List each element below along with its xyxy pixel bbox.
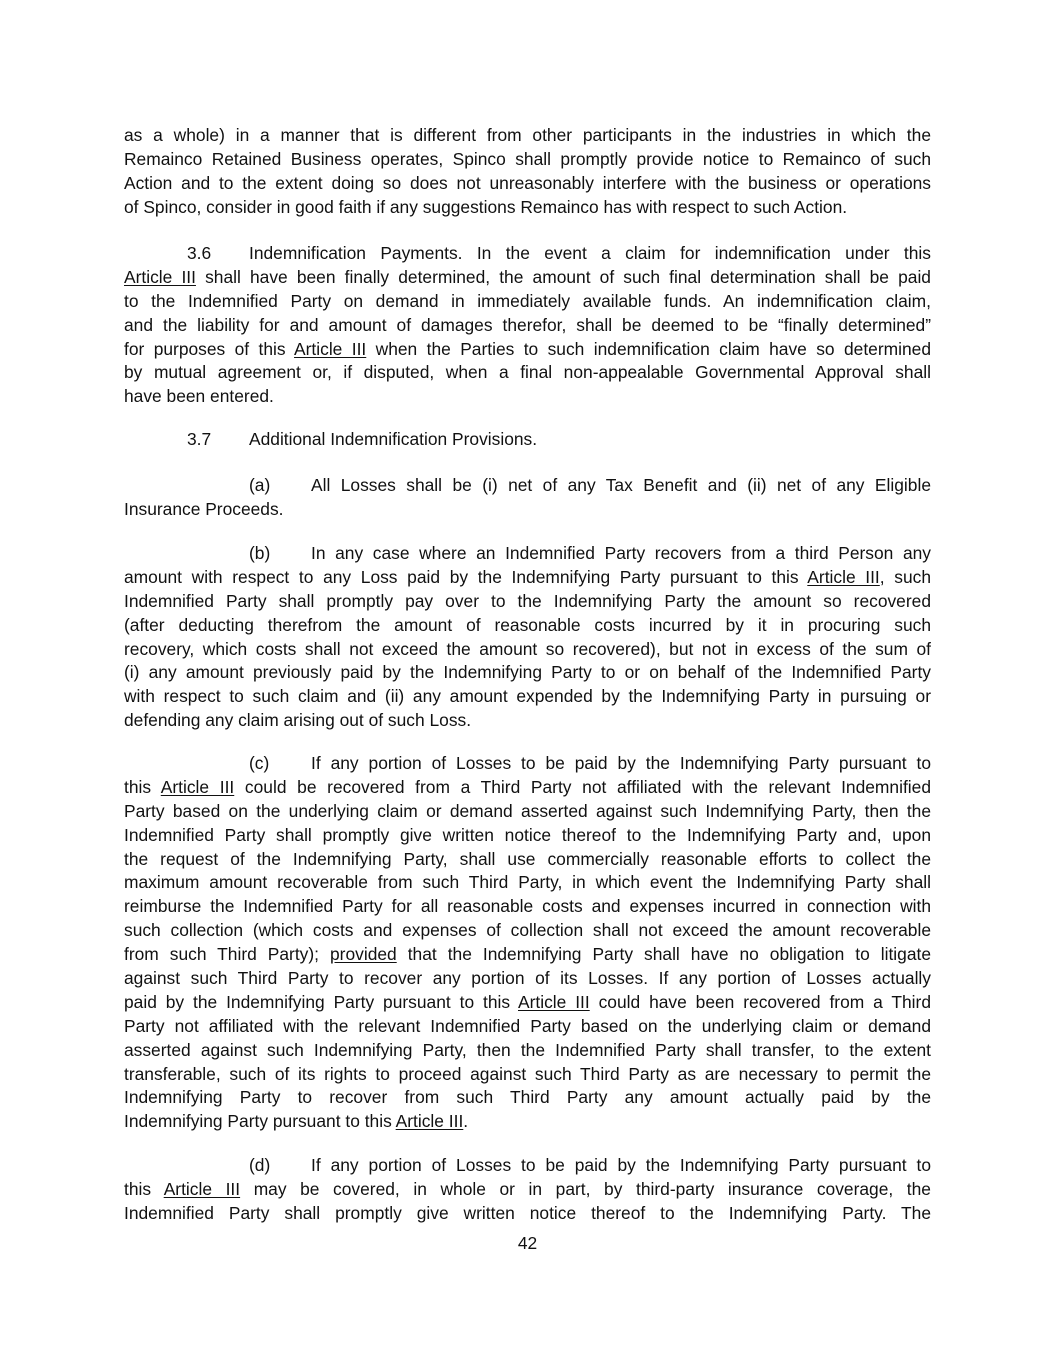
article-reference: Article III — [124, 266, 196, 287]
article-reference: Article III — [518, 991, 590, 1012]
text-line — [124, 1110, 931, 1134]
text-line — [124, 776, 931, 800]
article-reference: Article III — [294, 338, 367, 359]
text-fragment: this — [124, 776, 152, 797]
text-line — [124, 338, 931, 362]
section-3-6-number: 3.6 — [187, 243, 212, 263]
text-line: In any case where an Indemnified Party recovers from a third Person any — [311, 543, 931, 563]
text-line: Indemnified Party shall promptly give written notice thereof to the Indemnifying Party and, upon — [124, 824, 931, 845]
text-line: Insurance Proceeds. — [124, 498, 284, 519]
text-line: have been entered. — [124, 386, 274, 407]
paragraph-c — [124, 752, 931, 1134]
text-line: reimburse the Indemnified Party for all reasonable costs and expenses incurred in connection with — [124, 896, 931, 917]
text-fragment: In the event a claim for indemnification under this — [476, 243, 931, 263]
text-line: of Spinco, consider in good faith if any suggestions Remainco has with respect to such Action. — [124, 196, 848, 217]
text-line: against such Third Party to recover any portion of its Losses. If any portion of Losses actually — [124, 968, 931, 989]
text-line: (i) any amount previously paid by the Indemnifying Party to or on behalf of the Indemnified Party — [124, 662, 931, 683]
text-line: asserted against such Indemnifying Party, then the Indemnified Party shall transfer, to the extent — [124, 1039, 931, 1060]
text-fragment: may be covered, in whole or in part, by third-party insurance coverage, the — [253, 1178, 931, 1199]
text-fragment: could be recovered from a Third Party not affiliated with the relevant Indemnified — [244, 776, 931, 797]
text-line: Indemnifying Party to recover from such Third Party any amount actually paid by the — [124, 1087, 931, 1108]
paragraph-a — [124, 474, 931, 522]
text-fragment: Indemnifying Party pursuant to this — [124, 1111, 392, 1132]
text-fragment: that the Indemnifying Party shall have no obligation to litigate — [407, 944, 932, 965]
text-fragment: amount with respect to any Loss paid by the Indemnifying Party pursuant to this — [124, 566, 799, 587]
text-line: Party based on the underlying claim or demand asserted against such Indemnifying Party, then the — [124, 800, 931, 821]
paragraph-b — [124, 542, 931, 733]
text-line: Indemnified Party shall promptly give written notice thereof to the Indemnifying Party. The — [124, 1202, 931, 1223]
text-fragment: , such — [879, 566, 931, 587]
text-line — [124, 943, 931, 967]
text-line: by mutual agreement or, if disputed, when a final non-appealable Governmental Approval shall — [124, 362, 931, 383]
text-line: Party not affiliated with the relevant Indemnified Party based on the underlying claim or demand — [124, 1015, 931, 1036]
paragraph-d — [124, 1154, 931, 1226]
text-line: (after deducting therefrom the amount of reasonable costs incurred by it in procuring such — [124, 614, 931, 635]
text-fragment: shall have been finally determined, the amount of such final determination shall be paid — [205, 266, 931, 287]
article-reference: Article III — [807, 566, 880, 587]
text-line: Indemnified Party shall promptly pay over to the Indemnifying Party the amount so recovered — [124, 590, 931, 611]
text-line — [124, 566, 931, 590]
text-fragment: for purposes of this — [124, 338, 286, 359]
text-line — [124, 1178, 931, 1202]
text-line: If any portion of Losses to be paid by the Indemnifying Party pursuant to — [311, 753, 931, 773]
text-line: All Losses shall be (i) net of any Tax Benefit and (ii) net of any Eligible — [311, 475, 931, 495]
text-line: If any portion of Losses to be paid by the Indemnifying Party pursuant to — [311, 1155, 931, 1175]
article-reference: Article III — [160, 776, 235, 797]
text-line: maximum amount recoverable from such Third Party, in which event the Indemnifying Party shall — [124, 872, 931, 893]
text-fragment: could have been recovered from a Third — [598, 991, 931, 1012]
section-3-7-number: 3.7 — [187, 429, 212, 449]
text-fragment: from such Third Party); — [124, 944, 319, 965]
text-line — [124, 991, 931, 1015]
paragraph-b-label: (b) — [249, 543, 271, 563]
section-3-6 — [124, 242, 931, 409]
text-line — [124, 266, 931, 290]
text-fragment: paid by the Indemnifying Party pursuant to this — [124, 991, 511, 1012]
text-line: recovery, which costs shall not exceed the amount so recovered), but not in excess of the sum of — [124, 638, 931, 659]
section-3-6-heading: Indemnification Payments. — [249, 243, 463, 263]
text-line: Action and to the extent doing so does not unreasonably interfere with the business or operations — [124, 172, 931, 193]
text-fragment: this — [124, 1178, 152, 1199]
text-line: and the liability for and amount of damages therefor, shall be deemed to be “finally determined” — [124, 314, 931, 335]
text-line: as a whole) in a manner that is different from other participants in the industries in which the — [124, 125, 931, 145]
text-fragment: . — [463, 1111, 469, 1132]
text-fragment: when the Parties to such indemnification claim have so determined — [375, 338, 931, 359]
section-3-7-heading: Additional Indemnification Provisions. — [249, 429, 538, 449]
text-line: transferable, such of its rights to proceed against such Third Party as are necessary to permit the — [124, 1063, 931, 1084]
text-line: to the Indemnified Party on demand in immediately available funds. An indemnification claim, — [124, 290, 931, 311]
paragraph-a-label: (a) — [249, 475, 271, 495]
text-line — [124, 242, 931, 266]
provided-term: provided — [330, 944, 397, 965]
text-line: the request of the Indemnifying Party, shall use commercially reasonable efforts to collect the — [124, 848, 931, 869]
article-reference: Article III — [395, 1111, 464, 1132]
paragraph-continuation — [124, 124, 931, 220]
text-line: with respect to such claim and (ii) any amount expended by the Indemnifying Party in pursuing or — [124, 686, 931, 707]
text-line: Remainco Retained Business operates, Spinco shall promptly provide notice to Remainco of such — [124, 148, 931, 169]
text-line: defending any claim arising out of such Loss. — [124, 710, 472, 731]
article-reference: Article III — [163, 1178, 241, 1199]
paragraph-d-label: (d) — [249, 1155, 271, 1175]
paragraph-c-label: (c) — [249, 753, 270, 773]
text-line: such collection (which costs and expenses of collection shall not exceed the amount recoverable — [124, 920, 931, 941]
page-number: 42 — [517, 1233, 538, 1253]
